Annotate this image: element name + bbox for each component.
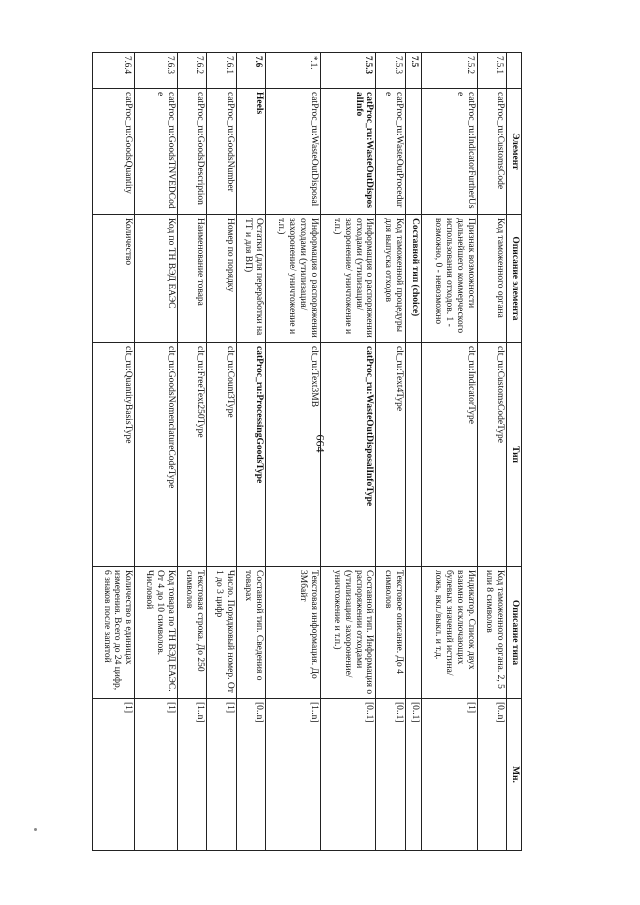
header-type: Тип: [507, 343, 522, 567]
type-description: Текстовая строка. До 250 символов: [177, 567, 206, 699]
type-description: Число. Порядковый номер. От 1 до 3 цифр: [207, 567, 236, 699]
row-num: 7.5.1: [477, 53, 506, 89]
type-name: clt_ru:Text4Type: [376, 343, 405, 567]
multiplicity: [1]: [207, 699, 236, 851]
header-num: [507, 53, 522, 89]
table-header-row: [507, 53, 522, 851]
specification-table: [92, 52, 522, 851]
table-row: [177, 53, 206, 851]
table-row: [376, 53, 405, 851]
element-description: Информация о распоряжении отходами (утилизация/ захоронение/ уничтожение и т.п.): [321, 215, 376, 343]
type-name: clt_ru:CustomsCodeType: [477, 343, 506, 567]
table-row: [321, 53, 376, 851]
type-name: catProc_ru:ProcessingGoodsType: [236, 343, 265, 567]
type-description: Текстовое описание. До 4 символов: [376, 567, 405, 699]
type-name: clt_ru:Text3MB: [265, 343, 320, 567]
type-description: Индикатор. Список двух взаимно исключающих булевых значений истина/ложь, вкл./выкл. и т.д.: [422, 567, 477, 699]
element-description: Наименование товара: [177, 215, 206, 343]
table-row: [422, 53, 477, 851]
rotated-table-container: [92, 52, 522, 850]
row-num: 7.6.2: [177, 53, 206, 89]
multiplicity: [0..n]: [236, 699, 265, 851]
multiplicity: [0..n]: [477, 699, 506, 851]
multiplicity: [0..1]: [405, 699, 421, 851]
row-num: 7.5: [405, 53, 421, 89]
scan-speck: [34, 828, 37, 831]
type-name: [405, 343, 421, 567]
row-num: 7.6.1: [207, 53, 236, 89]
row-num: 7.5.2: [422, 53, 477, 89]
header-element: Элемент: [507, 89, 522, 215]
multiplicity: [0..1]: [321, 699, 376, 851]
table-row: [135, 53, 177, 851]
row-num: 7.5.3: [321, 53, 376, 89]
element-name: Heels: [236, 89, 265, 215]
element-description: Код таможенной процедуры для выпуска отходов: [376, 215, 405, 343]
header-type-desc: Описание типа: [507, 567, 522, 699]
element-description: Информация о распоряжении отходами (утилизация/ захоронение/ уничтожение и т.п.): [265, 215, 320, 343]
element-name: catProc_ru:GoodsTNVEDCode: [135, 89, 177, 215]
type-description: Составной тип. Информация о распоряжении отходами (утилизация/ захоронение/ уничтожение и т.п.): [321, 567, 376, 699]
row-num: 7.6: [236, 53, 265, 89]
type-description: [405, 567, 421, 699]
type-description: Код товара по ТН ВЭД ЕАЭС. От 4 до 10 символов. Числовой: [135, 567, 177, 699]
element-description: Остатки (для переработки на ТТ и для ВП): [236, 215, 265, 343]
table-row: [207, 53, 236, 851]
multiplicity: [1..n]: [265, 699, 320, 851]
element-name: catProc_ru:CustomsCode: [477, 89, 506, 215]
multiplicity: [1]: [93, 699, 135, 851]
element-name: catProc_ru:GoodsNumber: [207, 89, 236, 215]
type-name: clt_ru:GoodsNomenclatureCodeType: [135, 343, 177, 567]
row-num: 7.5.3: [376, 53, 405, 89]
type-name: clt_ru:FreeText250Type: [177, 343, 206, 567]
table-row: [236, 53, 265, 851]
type-name: clt_ru:IndicatorType: [422, 343, 477, 567]
multiplicity: [1]: [422, 699, 477, 851]
element-description: Признак возможности дальнейшего коммерческого использования отходов. 1 - возможно, 0 - невозможно: [422, 215, 477, 343]
element-description: Код таможенного органа: [477, 215, 506, 343]
header-mn: Мн.: [507, 699, 522, 851]
table-row: [405, 53, 421, 851]
element-name: catProc_ru:GoodsQuantity: [93, 89, 135, 215]
row-num: 7.6.3: [135, 53, 177, 89]
element-name: catProc_ru:GoodsDescription: [177, 89, 206, 215]
table-row: [477, 53, 506, 851]
element-description: Код по ТН ВЭД ЕАЭС: [135, 215, 177, 343]
header-element-desc: Описание элемента: [507, 215, 522, 343]
type-description: Текстовая информация. До 3Мбайт: [265, 567, 320, 699]
row-num: *.1.: [265, 53, 320, 89]
multiplicity: [0..1]: [376, 699, 405, 851]
element-name: [405, 89, 421, 215]
row-num: 7.6.4: [93, 53, 135, 89]
page-number: 664: [313, 434, 328, 453]
element-name: catProc_ru:WasteOutProcedure: [376, 89, 405, 215]
element-name: catProc_ru:WasteOutDisposal: [265, 89, 320, 215]
element-name: catProc_ru:WasteOutDisposalInfo: [321, 89, 376, 215]
type-description: Код таможенного органа. 2, 5 или 8 символов: [477, 567, 506, 699]
type-name: catProc_ru:WasteOutDisposalInfoType: [321, 343, 376, 567]
type-name: clt_ru:Count3Type: [207, 343, 236, 567]
element-description: Номер по порядку: [207, 215, 236, 343]
table-row: [265, 53, 320, 851]
element-description: Составной тип (choice): [405, 215, 421, 343]
element-description: Количество: [93, 215, 135, 343]
multiplicity: [1..n]: [177, 699, 206, 851]
type-name: clt_ru:QuantityBasisType: [93, 343, 135, 567]
type-description: Количество в единицах измерения. Всего до 24 цифр, 6 знаков после запятой: [93, 567, 135, 699]
table-row: [93, 53, 135, 851]
type-description: Составной тип. Сведения о товарах: [236, 567, 265, 699]
multiplicity: [1]: [135, 699, 177, 851]
element-name: catProc_ru:IndicatorFurtherUse: [422, 89, 477, 215]
